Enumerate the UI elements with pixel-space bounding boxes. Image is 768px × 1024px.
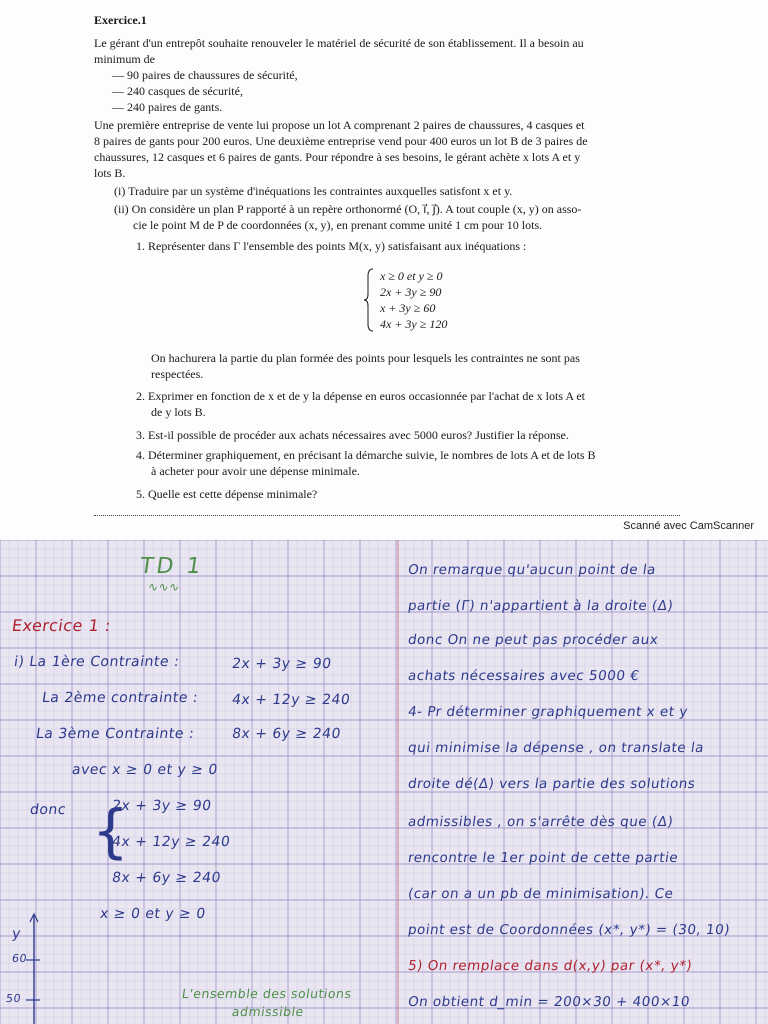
need-item: — 240 paires de gants. — [112, 100, 223, 114]
question-ii-line-1: (ii) On considère un plan P rapporté à un repère orthonormé (O, i⃗, j⃗). A tout couple (x, y) on asso- — [114, 202, 582, 216]
question-ii-line-2: cie le point M de P de coordonnées (x, y), en prenant comme unité 1 cm pour 10 lots. — [133, 218, 543, 232]
question-4-line-2: à acheter pour avoir une dépense minimale. — [151, 464, 360, 478]
right-line: (car on a un pb de minimisation). Ce — [406, 886, 675, 902]
question-i: (i) Traduire par un système d'inéquations les contraintes auxquelles satisfont x et y. — [114, 184, 513, 198]
title-underline-squiggle: ∿∿∿ — [147, 580, 181, 594]
right-line: donc On ne peut pas procéder aux — [406, 632, 660, 648]
question-2-line-2: de y lots B. — [151, 405, 206, 419]
solutions-label-line-1: L'ensemble des solutions — [180, 986, 353, 1001]
solutions-label-line-2: admissible — [230, 1004, 305, 1019]
exercise-heading: Exercice 1 : — [10, 616, 113, 635]
paragraph-line: chaussures, 12 casques et 6 paires de gants. Pour répondre à ses besoins, le gérant achète x lots A et y — [94, 150, 581, 164]
right-line-question-5: 5) On remplace dans d(x,y) par (x*, y*) — [406, 958, 694, 974]
paragraph-line: lots B. — [94, 166, 126, 180]
system-positivity-handwritten: x ≥ 0 et y ≥ 0 — [98, 906, 207, 922]
constraint-2-label: La 2ème contrainte : — [40, 690, 200, 706]
need-item: — 240 casques de sécurité, — [112, 84, 243, 98]
exercise-title: Exercice.1 — [94, 13, 147, 27]
paragraph-line: Une première entreprise de vente lui propose un lot A comprenant 2 paires de chaussures, 4 casques et — [94, 118, 585, 132]
right-line: point est de Coordonnées (x*, y*) = (30, 10) — [406, 922, 732, 938]
hatch-instruction-2: respectées. — [151, 367, 204, 381]
system-line: 4x + 3y ≥ 120 — [380, 317, 448, 331]
right-line: On obtient d_min = 200×30 + 400×10 — [406, 994, 691, 1010]
system-line-handwritten: 4x + 12y ≥ 240 — [110, 834, 232, 850]
handwritten-answer-sheet — [0, 540, 768, 1024]
system-line: x + 3y ≥ 60 — [380, 301, 436, 315]
right-line: achats nécessaires avec 5000 € — [406, 668, 641, 684]
intro-line-1: Le gérant d'un entrepôt souhaite renouveler le matériel de sécurité de son établissement. Il a besoin au — [94, 36, 584, 50]
right-line: qui minimise la dépense , on translate la — [406, 740, 706, 756]
constraint-3-expr: 8x + 6y ≥ 240 — [230, 726, 342, 742]
system-line: 2x + 3y ≥ 90 — [380, 285, 442, 299]
intro-line-2: minimum de — [94, 52, 155, 66]
right-line: partie (Γ) n'appartient à la droite (Δ) — [406, 598, 675, 614]
paragraph-line: 8 paires de gants pour 200 euros. Une deuxième entreprise vend pour 400 euros un lot B de 3 paires de — [94, 134, 588, 148]
system-line-handwritten: 2x + 3y ≥ 90 — [110, 798, 213, 814]
question-1: 1. Représenter dans Γ l'ensemble des points M(x, y) satisfaisant aux inéquations : — [136, 239, 527, 253]
right-line: droite dé(Δ) vers la partie des solutions — [406, 776, 697, 792]
positivity-note: avec x ≥ 0 et y ≥ 0 — [70, 762, 219, 778]
right-line: rencontre le 1er point de cette partie — [406, 850, 680, 866]
axis-tick-50: 50 — [5, 992, 22, 1005]
constraint-1-label: i) La 1ère Contrainte : — [12, 654, 181, 670]
system-line-handwritten: 8x + 6y ≥ 240 — [110, 870, 222, 886]
constraint-3-label: La 3ème Contrainte : — [34, 726, 196, 742]
hatch-instruction-1: On hachurera la partie du plan formée des points pour lesquels les contraintes ne sont pas — [151, 351, 580, 365]
system-line: x ≥ 0 et y ≥ 0 — [380, 269, 443, 283]
handwritten-brace: { — [92, 797, 130, 865]
constraint-1-expr: 2x + 3y ≥ 90 — [230, 656, 333, 672]
need-item: — 90 paires de chaussures de sécurité, — [112, 68, 298, 82]
question-5: 5. Quelle est cette dépense minimale? — [136, 487, 318, 501]
question-4-line-1: 4. Déterminer graphiquement, en précisant la démarche suivie, le nombres de lots A et de lots B — [136, 448, 596, 462]
axis-sketch — [0, 910, 60, 1024]
question-3: 3. Est-il possible de procéder aux achats nécessaires avec 5000 euros? Justifier la réponse. — [136, 428, 569, 442]
right-line: 4- Pr déterminer graphiquement x et y — [406, 704, 689, 720]
system-brace — [364, 268, 374, 332]
handwritten-title: TD 1 — [138, 554, 206, 579]
axis-y-label: y — [10, 926, 22, 942]
camscanner-label: Scanné avec CamScanner — [623, 520, 754, 532]
axis-tick-60: 60 — [11, 952, 28, 965]
right-line: admissibles , on s'arrête dès que (Δ) — [406, 814, 675, 830]
right-line: On remarque qu'aucun point de la — [406, 562, 658, 578]
donc-label: donc — [28, 802, 68, 818]
dotted-separator — [94, 515, 680, 516]
question-2-line-1: 2. Exprimer en fonction de x et de y la dépense en euros occasionnée par l'achat de x lots A et — [136, 389, 586, 403]
constraint-2-expr: 4x + 12y ≥ 240 — [230, 692, 352, 708]
